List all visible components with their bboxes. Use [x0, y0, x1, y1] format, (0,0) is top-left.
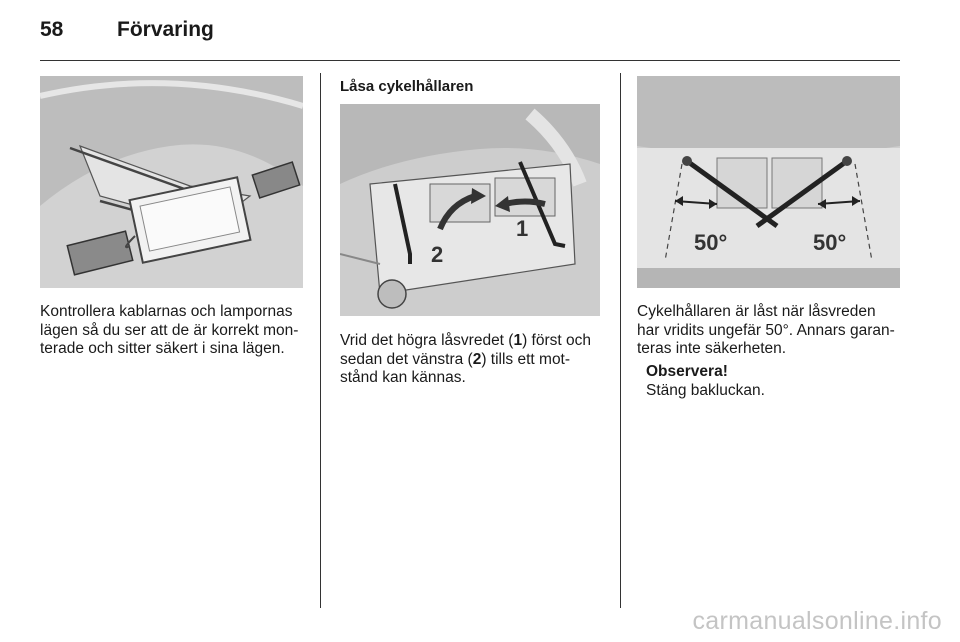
figure-lock-angle — [637, 76, 900, 288]
col1-line-1: Kontrollera kablarnas och lampornas — [40, 303, 293, 320]
figure-label-2: 2 — [431, 242, 444, 267]
watermark: carmanualsonline.info — [692, 607, 942, 635]
col2-paragraph — [340, 332, 610, 388]
col2-line2-prefix: sedan det vänstra ( — [340, 350, 473, 368]
figure-label-1: 1 — [516, 216, 529, 241]
col3-line-1: Cykelhållaren är låst när låsvreden — [637, 303, 876, 320]
ref-knob-2: 2 — [472, 350, 482, 368]
ref-knob-1: 1 — [513, 332, 523, 349]
note-title: Observera! — [646, 363, 728, 380]
col3-paragraph — [637, 303, 912, 359]
col1-line-3: terade och sitter säkert i sina lägen. — [40, 340, 285, 357]
figure-lock-knobs — [340, 104, 600, 316]
col1-line-2: lägen så du ser att de är korrekt mon- — [40, 321, 299, 339]
figure-lamp-cables — [40, 76, 303, 288]
col2-line1-suffix: ) först och — [522, 332, 592, 349]
page-title: Förvaring — [117, 18, 214, 41]
section-heading: Låsa cykelhållaren — [340, 78, 474, 95]
header-rule — [40, 60, 900, 61]
page-number: 58 — [40, 18, 64, 41]
col3-line-3: teras inte säkerheten. — [637, 340, 787, 357]
angle-label-right: 50° — [813, 230, 847, 255]
col3-line-2: har vridits ungefär 50°. Annars garan- — [637, 321, 895, 339]
column-divider-right — [620, 73, 621, 608]
col1-paragraph — [40, 303, 308, 359]
note-text: Stäng bakluckan. — [646, 382, 765, 399]
column-divider-left — [320, 73, 321, 608]
col2-line2-suffix: ) tills ett mot- — [481, 350, 571, 368]
col2-line-3: stånd kan kännas. — [340, 369, 466, 386]
angle-label-left: 50° — [694, 230, 728, 255]
col2-line1-prefix: Vrid det högra låsvredet ( — [340, 332, 514, 349]
